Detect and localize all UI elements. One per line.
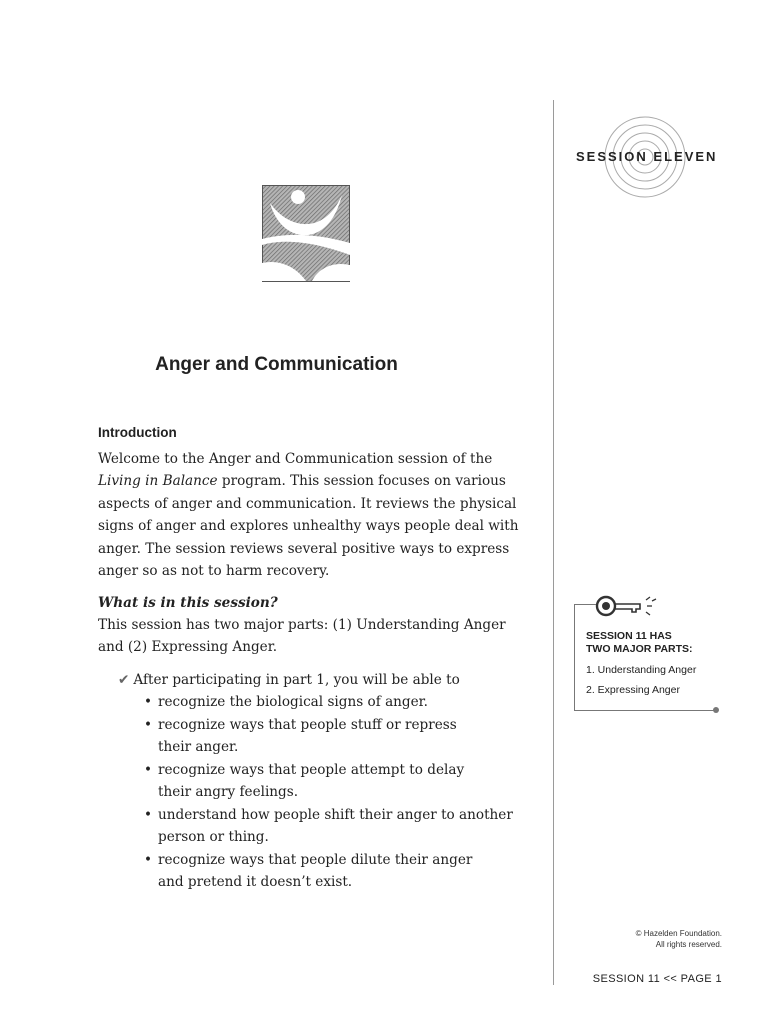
callout-border-top [574, 604, 596, 605]
callout-border-left [574, 604, 575, 711]
list-item: • understand how people shift their anger to another person or thing. [144, 807, 513, 845]
list-item: • recognize ways that people attempt to delay their angry feelings. [144, 762, 465, 800]
list-item: • recognize the biological signs of anger. [144, 694, 429, 710]
program-logo [262, 185, 350, 282]
page-footer: SESSION 11 << PAGE 1 [592, 973, 722, 985]
program-name: Living in Balance [98, 473, 218, 490]
parts-paragraph: This session has two major parts: (1) Understanding Anger and (2) Expressing Anger. [98, 617, 506, 656]
session-label: SESSION ELEVEN [576, 149, 718, 164]
section-heading-introduction: Introduction [98, 425, 177, 440]
key-icon [594, 592, 660, 620]
checkmark-icon: ✔ [118, 672, 130, 688]
callout-title: SESSION 11 HAS TWO MAJOR PARTS: [586, 630, 693, 655]
session-question: What is in this session? [98, 595, 278, 611]
page-title: Anger and Communication [155, 354, 398, 375]
list-item: • recognize ways that people stuff or repress their anger. [144, 717, 457, 755]
copyright-notice: © Hazelden Foundation. All rights reserved. [635, 929, 722, 949]
intro-paragraph: Welcome to the Anger and Communication session of the Living in Balance program. This session focuses on various aspects of anger and communication. It reviews the physical signs of anger and explores unhealthy ways people deal with anger. The session reviews several positive ways to express anger so as not to harm recovery. [98, 451, 519, 580]
objectives-list [140, 692, 520, 895]
callout-endpoint-dot [713, 707, 719, 713]
callout-border-bottom [574, 710, 716, 711]
callout-item: 2. Expressing Anger [586, 684, 680, 696]
column-divider [553, 100, 554, 985]
checklist-intro: ✔ After participating in part 1, you will be able to [118, 672, 460, 688]
list-item: • recognize ways that people dilute their anger and pretend it doesn’t exist. [144, 852, 473, 890]
callout-item: 1. Understanding Anger [586, 664, 697, 676]
